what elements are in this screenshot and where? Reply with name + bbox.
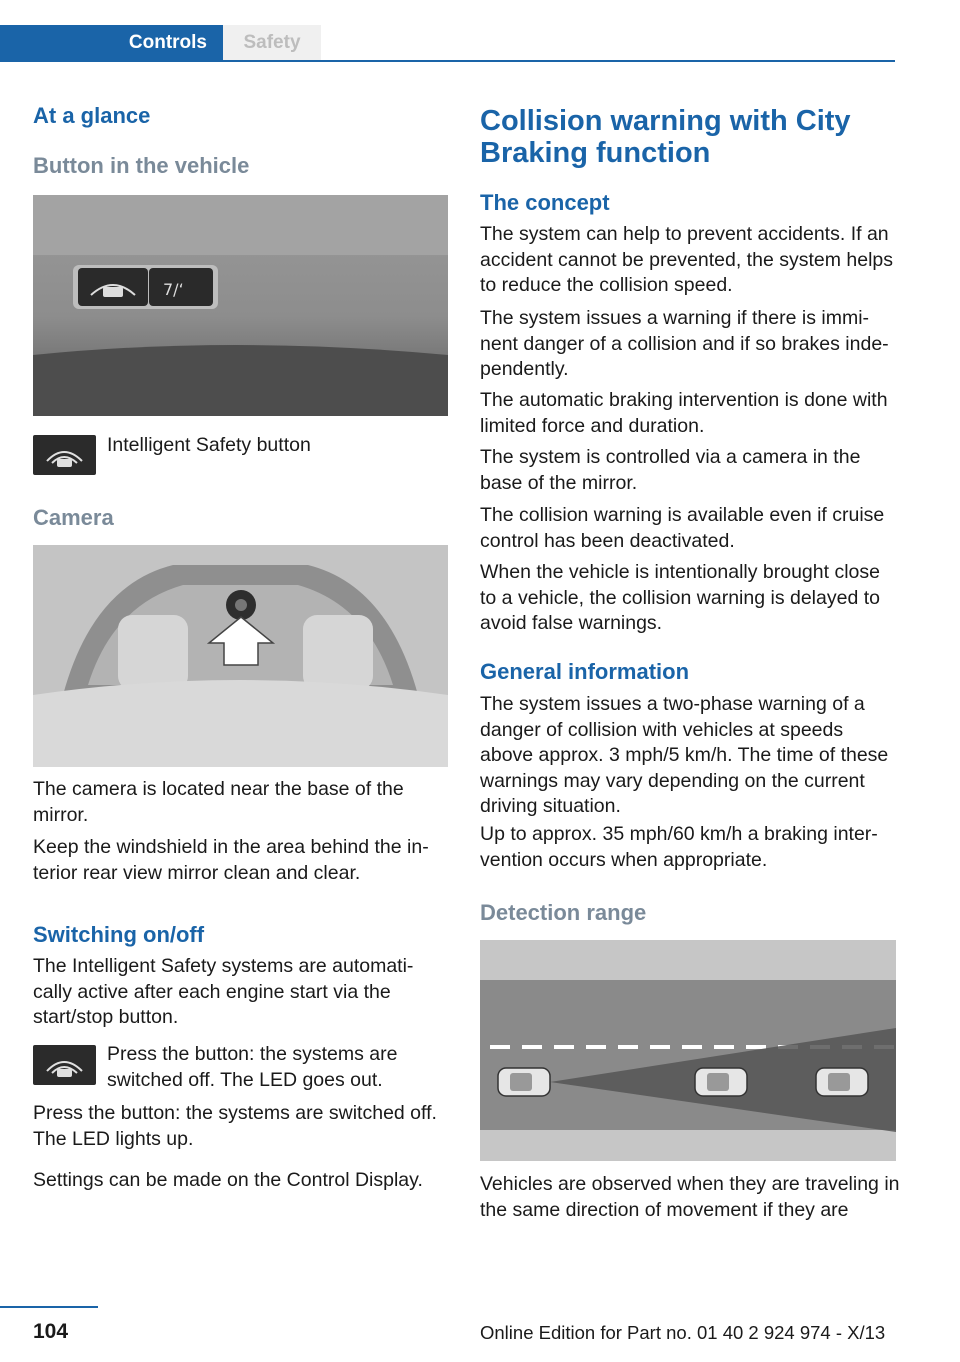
section-heading-at-a-glance: At a glance [33,103,151,128]
page-title: Collision warning with City Braking function [480,105,851,169]
detection-paragraph-1: Vehicles are observed when they are traveling in the same direction of movement if they are [480,1173,900,1221]
concept-paragraph-2: The system issues a warning if there is immi‐nent danger of a collision and if so brakes inde‐pendently. [480,307,889,380]
detection-range-illustration [480,940,896,1161]
camera-figure-illustration [33,545,448,767]
button-caption: Intelligent Safety button [107,434,311,456]
header-divider [0,60,895,62]
footer-edition: Online Edition for Part no. 01 40 2 924 974 - X/13 [480,1322,886,1343]
section-heading-general: General information [480,659,690,684]
switch-paragraph-3: Settings can be made on the Control Display. [33,1169,423,1191]
header-tabs [0,25,895,62]
switch-icon-text: Press the button: the systems are switched off. The LED goes out. [107,1043,398,1091]
concept-paragraph-5: The collision warning is available even if cruise control has been deactivated. [480,504,885,552]
svg-text:7/‘: 7/‘ [163,280,184,299]
section-heading-concept: The concept [480,190,610,215]
page-number: 104 [33,1320,69,1343]
concept-paragraph-3: The automatic braking intervention is done with limited force and duration. [480,389,888,437]
general-paragraph-1: The system issues a two-phase warning of a danger of collision with vehicles at speeds above approx. 3 mph/5 km/h. The time of these warnings may vary depending on the current driving situation. [480,693,889,817]
general-paragraph-2: Up to approx. 35 mph/60 km/h a braking inter‐vention occurs when appropriate. [480,823,878,871]
section-heading-switching: Switching on/off [33,922,205,947]
subheading-detection-range: Detection range [480,900,647,925]
camera-figure [33,545,448,767]
switch-paragraph-1: The Intelligent Safety systems are automati‐cally active after each engine start via the start/stop button. [33,955,414,1028]
concept-paragraph-4: The system is controlled via a camera in the base of the mirror. [480,446,861,494]
concept-paragraph-1: The system can help to prevent accidents. If an accident cannot be prevented, the system helps to reduce the collision speed. [480,223,894,296]
subheading-button-in-vehicle: Button in the vehicle [33,153,250,178]
intelligent-safety-icon-2 [33,1045,96,1085]
switch-paragraph-2: Press the button: the systems are switched off. The LED lights up. [33,1102,437,1150]
intelligent-safety-icon [33,435,96,475]
page-number-rule [0,1306,98,1308]
subheading-camera: Camera [33,505,114,530]
detection-range-figure [480,940,896,1161]
camera-paragraph-1: The camera is located near the base of the mirror. [33,778,404,826]
button-figure-illustration [33,195,448,416]
concept-paragraph-6: When the vehicle is intentionally brought close to a vehicle, the collision warning is delayed to avoid false warnings. [480,561,880,634]
tab-controls[interactable]: Controls [0,25,223,60]
camera-paragraph-2: Keep the windshield in the area behind the in‐terior rear view mirror clean and clear. [33,836,429,884]
tab-safety[interactable]: Safety [223,25,321,60]
button-figure [33,195,448,416]
